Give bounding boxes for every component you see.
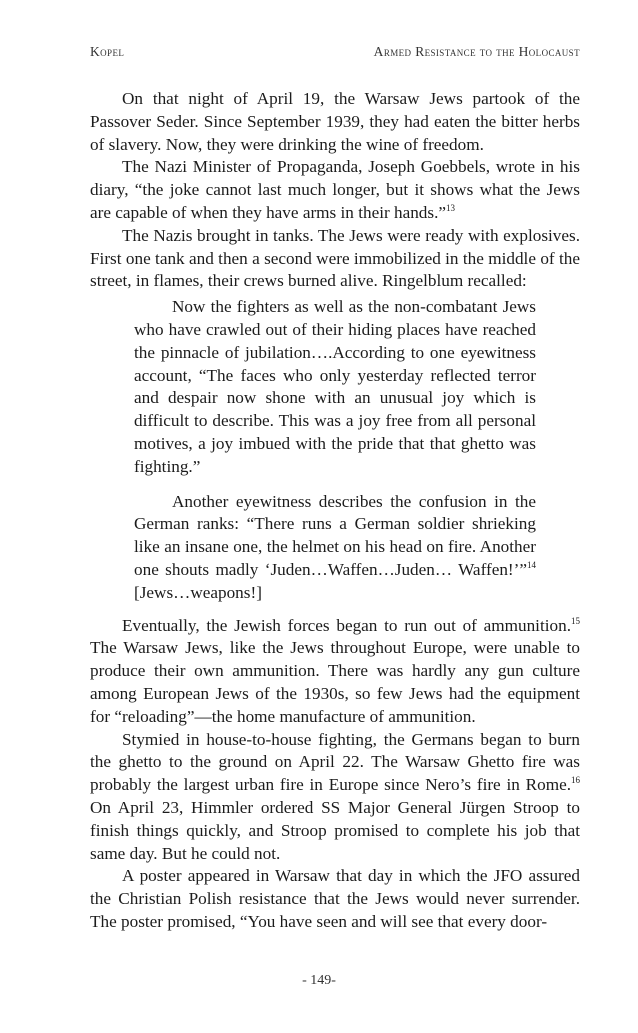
paragraph: The Nazis brought in tanks. The Jews were ready with explosives. First one tank and then a second were immobilized in the middle of the street, in flames, their crews burned alive. Ringelblum recalled:: [90, 225, 580, 291]
paragraph: The Nazi Minister of Propaganda, Joseph Goebbels, wrote in his diary, “the joke cannot last much longer, but it shows what the Jews are capable of when they have arms in their hands.”$^{13}$: [90, 157, 580, 222]
paragraph: A poster appeared in Warsaw that day in which the JFO assured the Christian Polish resistance that the Jews would never surrender. The poster promised, “You have seen and will see that every door-: [90, 866, 580, 931]
paragraph: Stymied in house-to-house fighting, the Germans began to burn the ghetto to the ground on April 22. The Warsaw Ghetto fire was probably the largest urban fire in Europe since Nero’s fire in Rome.$^{16}$ On April 23, Himmler ordered SS Major General Jürgen Stroop to finish things quickly, and Stroop promised to complete his job that same day. But he could not.: [90, 729, 580, 863]
running-header: [90, 44, 580, 60]
body-text: [90, 88, 580, 934]
paragraph: On that night of April 19, the Warsaw Jews partook of the Passover Seder. Since September 1939, they had eaten the bitter herbs of slavery. Now, they were drinking the wine of freedom.: [90, 89, 580, 154]
paragraph: Eventually, the Jewish forces began to run out of ammunition.$^{15}$ The Warsaw Jews, like the Jews throughout Europe, were unable to produce their own ammunition. There was hardly any gun culture among European Jews of the 1930s, so few Jews had the equipment for “reloading”—the home manufacture of ammunition.: [90, 615, 580, 726]
header-author: Kopel: [90, 44, 125, 59]
footnote-ref: 16: [571, 775, 580, 786]
header-title: Armed Resistance to the Holocaust: [373, 44, 580, 59]
footnote-ref: 13: [446, 202, 456, 213]
page-number: - 149-: [302, 973, 336, 988]
block-quote: Now the fighters as well as the non-combatant Jews who have crawled out of their hiding places have reached the pinnacle of jubilation….According to one eyewitness account, “The faces who only yesterday reflected terror and despair now shone with an unusual joy which is difficult to describe. This was a joy free from all personal motives, a joy imbued with the pride that that ghetto was fighting.”: [134, 297, 536, 476]
footnote-ref: 14: [527, 559, 536, 570]
block-quote: Another eyewitness describes the confusion in the German ranks: “There runs a German soldier shrieking like an insane one, the helmet on his head on fire. Another one shouts madly ‘Juden…Waffen…Juden… Waffen!’”$^{14}$ [Jews…weapons!]: [134, 491, 536, 602]
footnote-ref: 15: [571, 615, 580, 626]
